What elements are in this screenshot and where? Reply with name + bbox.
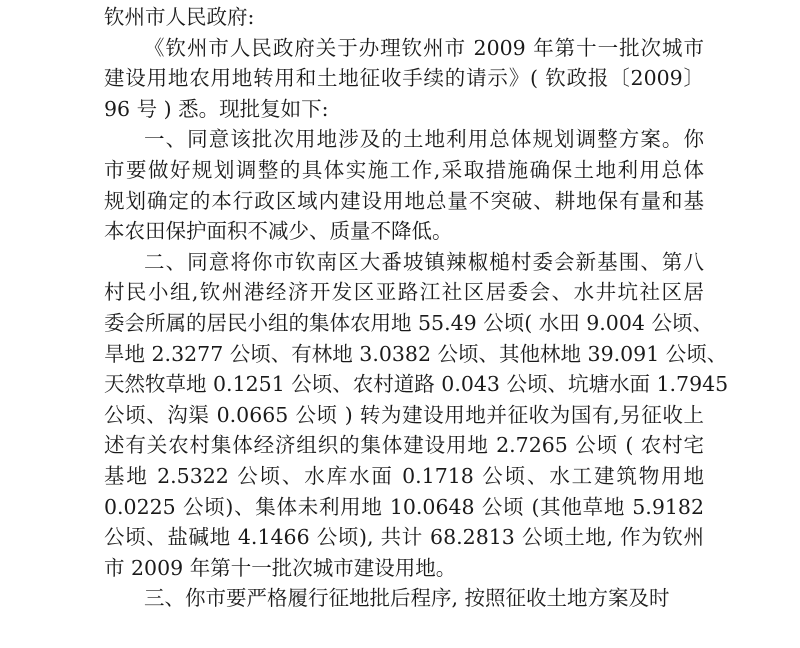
- paragraph-item-3: [104, 583, 704, 614]
- text-line: 村民小组,钦州港经济开发区亚路江社区居委会、水井坑社区居: [104, 280, 704, 305]
- text-line: 二、同意将你市钦南区大番坡镇辣椒槌村委会新基围、第八: [144, 249, 704, 274]
- paragraph-item-2: [104, 247, 729, 584]
- text-line: 公顷、盐碱地 4.1466 公顷), 共计 68.2813 公顷土地, 作为钦州: [104, 525, 704, 550]
- text-line: 基地 2.5322 公顷、水库水面 0.1718 公顷、水工建筑物用地: [104, 463, 704, 488]
- text-line: 《钦州市人民政府关于办理钦州市 2009 年第十一批次城市: [144, 35, 704, 60]
- document-body: [104, 2, 729, 614]
- paragraph-intro: [104, 33, 704, 125]
- text-line: 规划确定的本行政区域内建设用地总量不突破、耕地保有量和基: [104, 188, 704, 213]
- text-line: 三、你市要严格履行征地批后程序, 按照征收土地方案及时: [144, 586, 670, 611]
- text-line: 建设用地农用地转用和土地征收手续的请示》( 钦政报〔2009〕: [104, 66, 704, 91]
- text-line: 96 号 ) 悉。现批复如下:: [104, 96, 329, 121]
- text-line: 天然牧草地 0.1251 公顷、农村道路 0.043 公顷、坑塘水面 1.7945: [104, 372, 729, 397]
- text-line: 旱地 2.3277 公顷、有林地 3.0382 公顷、其他林地 39.091 公顷、: [104, 341, 728, 366]
- text-line: 一、同意该批次用地涉及的土地利用总体规划调整方案。你: [144, 127, 704, 152]
- text-line: 委会所属的居民小组的集体农用地 55.49 公顷( 水田 9.004 公顷、: [104, 310, 713, 335]
- addressee: 钦州市人民政府:: [104, 5, 255, 29]
- text-line: 市要做好规划调整的具体实施工作,采取措施确保土地利用总体: [104, 157, 704, 182]
- paragraph-item-1: [104, 124, 704, 246]
- text-line: 0.0225 公顷)、集体未利用地 10.0648 公顷 (其他草地 5.9182: [104, 494, 704, 519]
- text-line: 市 2009 年第十一批次城市建设用地。: [104, 555, 457, 580]
- text-line: 述有关农村集体经济组织的集体建设用地 2.7265 公顷 ( 农村宅: [104, 433, 704, 458]
- text-line: 本农田保护面积不减少、质量不降低。: [104, 219, 453, 244]
- text-line: 公顷、沟渠 0.0665 公顷 ) 转为建设用地并征收为国有,另征收上: [104, 402, 704, 427]
